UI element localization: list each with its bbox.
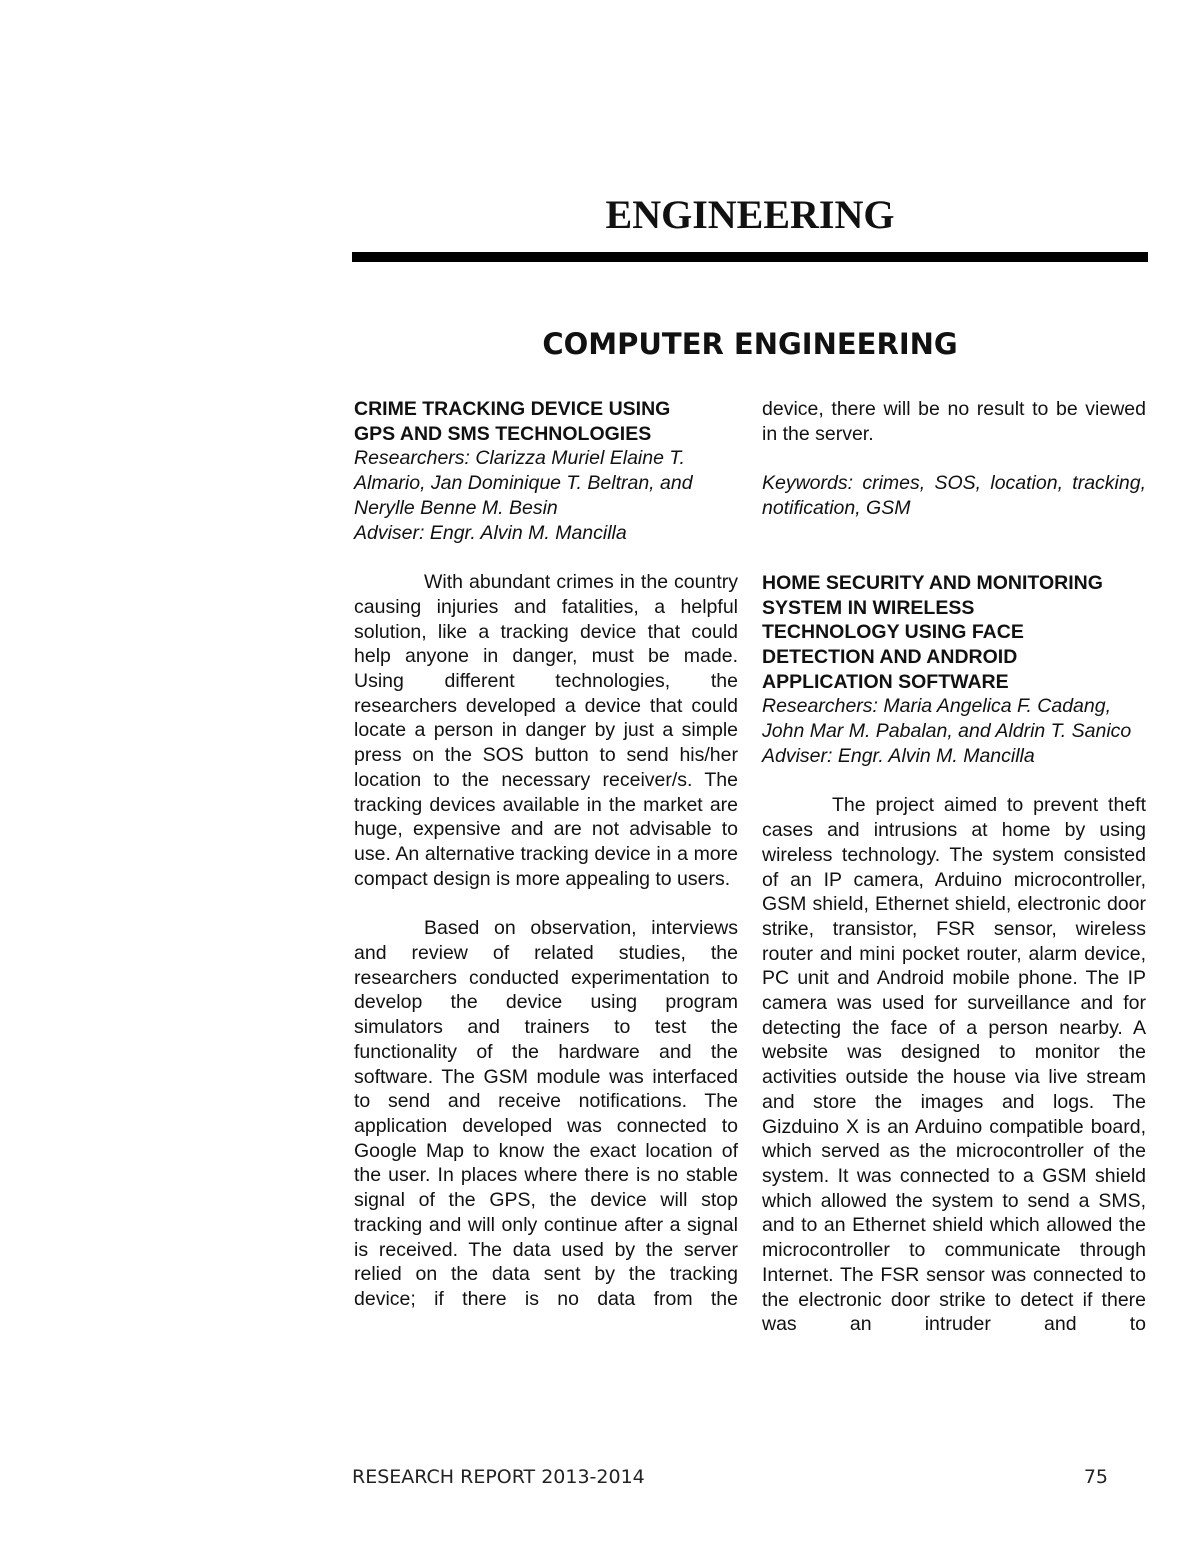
article-2-title-line: HOME SECURITY AND MONITORING [762, 571, 1103, 594]
article-1-paragraph: Based on observation, interviews and review of related studies, the researchers conducted experimentation to develop the device using program simulators and trainers to test the functionality of the hardware and the software. The GSM module was interfaced to send and receive notifications. The application developed was connected to Google Map to know the exact location of the user. In places where there is no stable signal of the GPS, the device will stop tracking and will only continue after a signal is received. The data used by the server relied on the data sent by the tracking device; if there is no data from the [354, 917, 738, 1310]
spacer [762, 546, 1146, 571]
footer-report-title: RESEARCH REPORT 2013-2014 [352, 1466, 645, 1488]
left-column [354, 397, 738, 1312]
spacer [354, 545, 738, 570]
subsection-title: COMPUTER ENGINEERING [542, 327, 958, 361]
article-1-adviser: Adviser: Engr. Alvin M. Mancilla [354, 521, 627, 544]
article-1-title [354, 397, 738, 446]
article-1-title-line: CRIME TRACKING DEVICE USING [354, 398, 671, 420]
article-1-title-line: GPS AND SMS TECHNOLOGIES [354, 422, 652, 445]
article-1-paragraph: With abundant crimes in the country causing injuries and fatalities, a helpful solution, like a tracking device that could help anyone in danger, must be made. Using different technologies, the researchers developed a device that could locate a person in danger by just a simple press on the SOS button to send his/her location to the necessary receiver/s. The tracking devices available in the market are huge, expensive and are not advisable to use. An alternative tracking device in a more compact design is more appealing to users. [354, 571, 738, 890]
page-number: 75 [1083, 1466, 1108, 1488]
right-column [762, 397, 1146, 1337]
article-2-title-line: APPLICATION SOFTWARE [762, 670, 1009, 693]
section-title: ENGINEERING [605, 192, 895, 237]
article-2-researchers: Researchers: Maria Angelica F. Cadang, John Mar M. Pabalan, and Aldrin T. Sanico [762, 695, 1132, 743]
article-2-title-line: DETECTION AND ANDROID [762, 645, 1018, 668]
article-2-title [762, 571, 1146, 695]
spacer [354, 891, 738, 916]
spacer [762, 446, 1146, 471]
article-1-researchers: Researchers: Clarizza Muriel Elaine T. Almario, Jan Dominique T. Beltran, and Nerylle Benne M. Besin [354, 447, 693, 519]
article-2-title-line: SYSTEM IN WIRELESS [762, 596, 975, 619]
spacer [762, 768, 1146, 793]
header-rule [352, 252, 1148, 262]
article-2-paragraph: The project aimed to prevent theft cases and intrusions at home by using wireless technology. The system consisted of an IP camera, Arduino microcontroller, GSM shield, Ethernet shield, electronic door strike, transistor, FSR sensor, wireless router and mini pocket router, alarm device, PC unit and Android mobile phone. The IP camera was used for surveillance and for detecting the face of a person nearby. A website was designed to monitor the activities outside the house via live stream and store the images and logs. The Gizduino X is an Arduino compatible board, which served as the microcontroller of the system. It was connected to a GSM shield which allowed the system to send a SMS, and to an Ethernet shield which allowed the microcontroller to communicate through Internet. The FSR sensor was connected to the electronic door strike to detect if there was an intruder and to [762, 794, 1146, 1336]
article-2-title-line: TECHNOLOGY USING FACE [762, 621, 1024, 644]
page-header [352, 190, 1148, 240]
article-1-keywords: Keywords: crimes, SOS, location, tracking, notification, GSM [762, 472, 1146, 520]
article-2-adviser: Adviser: Engr. Alvin M. Mancilla [762, 744, 1035, 767]
article-1-paragraph-continued: device, there will be no result to be viewed in the server. [762, 398, 1146, 445]
spacer [762, 521, 1146, 546]
